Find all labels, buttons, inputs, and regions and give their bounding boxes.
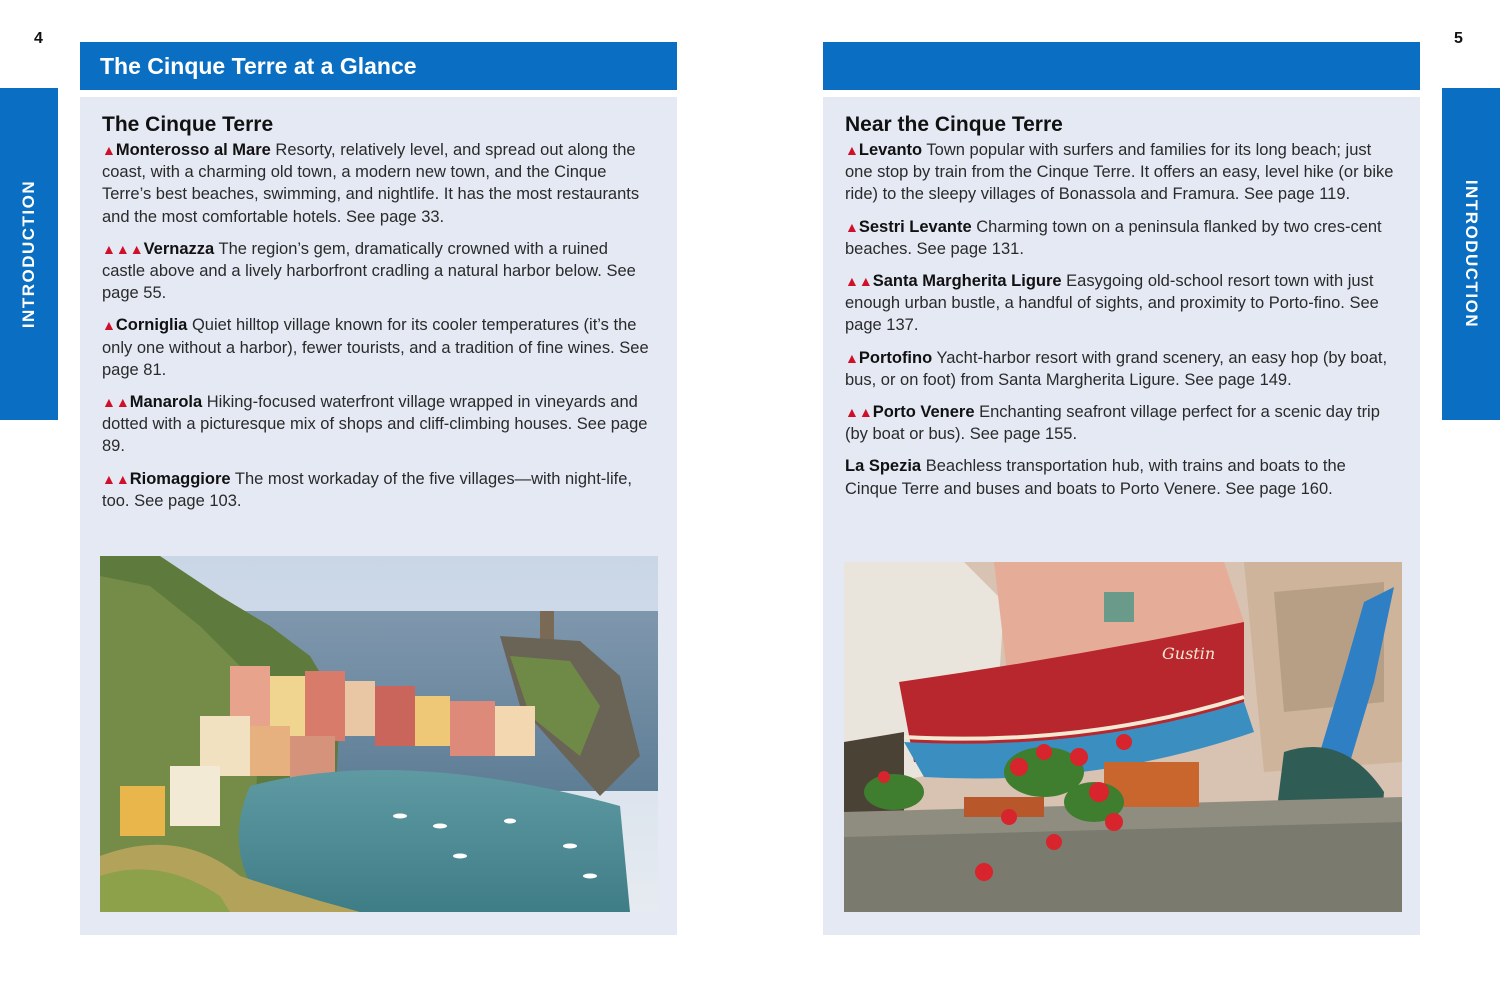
section-tab-label: INTRODUCTION [1462,179,1481,329]
entry-description: Resorty, relatively level, and spread out along the coast, with a charming old town, a modern new town, and the Cinque Terre’s best beaches, swimming, and nightlife. It has the most restaurants and the most comfortable hotels. See page 33. [102,141,640,226]
entry-description: Easygoing old-school resort town with just enough urban bustle, a handful of sights, and proximity to Porto-fino. See page 137. [845,272,1379,335]
entry-description: Town popular with surfers and families for its long beach; just one stop by train from the Cinque Terre. It offers an easy, level hike (or bike ride) to the sleepy villages of Bonassola and Framura. See page 119. [845,141,1394,204]
entry-name: Riomaggiore [129,469,231,488]
entry-la-spezia [845,455,1398,499]
entry-porto-venere [845,401,1398,445]
section-tab-label: INTRODUCTION [19,179,38,329]
entry-name: Santa Margherita Ligure [872,272,1062,291]
entry-description: The region’s gem, dramatically crowned with a ruined castle above and a lively harborfront cradling a natural harbor below. See page 55. [102,239,636,303]
entry-levanto [845,139,1398,206]
entry-name: Corniglia [115,316,188,335]
boat-name: Gustin [1162,644,1216,663]
panel-cinque-terre [80,97,677,935]
rating-triangles-icon: ▲▲ [845,273,873,290]
entry-description: Quiet hilltop village known for its cooler temperatures (it’s the only one without a harbor), fewer tourists, and a tradition of fine wines. See page 81. [102,316,649,379]
page-number-left: 4 [34,30,43,47]
rating-triangles-icon: ▲ [102,142,116,158]
section-tab-left [0,88,58,420]
entry-monterosso-al-mare [102,139,655,228]
rating-triangles-icon: ▲ [845,142,859,158]
rating-triangles-icon: ▲▲ [102,470,130,487]
entry-vernazza [102,238,655,305]
entry-description: Enchanting seafront village perfect for a scenic day trip (by boat or bus). See page 155. [845,403,1380,444]
entry-manarola [102,391,655,458]
rating-triangles-icon: ▲ [845,218,859,235]
section-tab-right [1442,88,1500,420]
entry-description: Yacht-harbor resort with grand scenery, an easy hop (by boat, bus, or on foot) from Santa Margherita Ligure. See page 149. [845,348,1388,389]
entry-name: La Spezia [845,457,922,476]
rating-triangles-icon: ▲▲▲ [102,240,144,257]
entry-name: Levanto [858,141,923,159]
section-heading: Near the Cinque Terre [845,113,1063,136]
page-title: The Cinque Terre at a Glance [100,53,417,79]
entry-description: The most workaday of the five villages—with night-life, too. See page 103. [102,469,632,510]
entry-name: Manarola [129,393,203,412]
entry-name: Portofino [858,348,933,367]
rating-triangles-icon: ▲ [845,349,859,366]
photo-vernazza [100,556,658,912]
panel-near-cinque-terre [823,97,1420,935]
rating-triangles-icon: ▲▲ [102,394,130,411]
entry-description: Charming town on a peninsula flanked by two cres-cent beaches. See page 131. [845,217,1382,258]
entry-name: Sestri Levante [858,217,972,236]
entry-name: Vernazza [143,239,215,258]
entry-portofino [845,347,1398,391]
entry-corniglia [102,314,655,381]
entry-description: Hiking-focused waterfront village wrapped in vineyards and dotted with a picturesque mix of shops and cliff-climbing houses. See page 89. [102,393,648,456]
entry-riomaggiore [102,468,655,512]
entry-sestri-levante [845,216,1398,260]
entry-list [845,139,1398,500]
rating-triangles-icon: ▲ [102,317,116,334]
rating-triangles-icon: ▲▲ [845,404,873,421]
photo-red-boat [844,562,1402,912]
entry-santa-margherita-ligure [845,270,1398,337]
entry-list [102,139,655,512]
entry-name: Porto Venere [872,403,975,422]
section-heading: The Cinque Terre [102,113,274,136]
title-bar-right [823,42,1420,90]
page-number-right: 5 [1454,30,1463,47]
entry-name: Monterosso al Mare [115,141,271,159]
title-bar-left [80,42,677,90]
entry-description: Beachless transportation hub, with trains and boats to the Cinque Terre and buses and boats to Porto Venere. See page 160. [845,457,1346,498]
